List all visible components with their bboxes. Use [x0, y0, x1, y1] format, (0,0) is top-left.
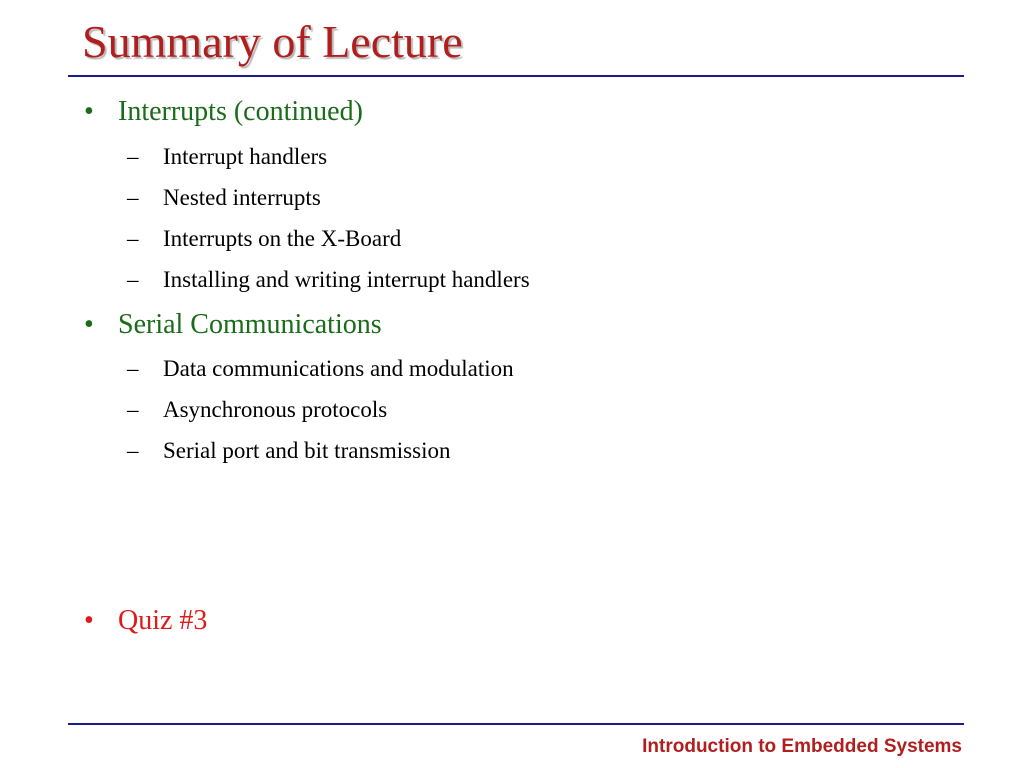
bullet-dot: •	[84, 309, 94, 340]
sub-item-label: Serial port and bit transmission	[163, 438, 451, 463]
sub-dash: –	[127, 267, 139, 292]
footer-course-title: Introduction to Embedded Systems	[642, 736, 962, 757]
bullet-dot: •	[84, 605, 94, 636]
sub-dash: –	[127, 438, 139, 463]
sub-item-label: Interrupt handlers	[163, 144, 328, 169]
sub-dash: –	[127, 144, 139, 169]
bullet-label: Interrupts (continued)	[118, 96, 363, 127]
sub-dash: –	[127, 226, 139, 251]
footer-divider	[68, 723, 964, 725]
bullet-label: Serial Communications	[118, 309, 382, 340]
sub-item-label: Asynchronous protocols	[163, 397, 388, 422]
sub-dash: –	[127, 356, 139, 381]
sub-item-label: Nested interrupts	[163, 185, 321, 210]
sub-item-label: Installing and writing interrupt handlers	[163, 267, 530, 292]
sub-dash: –	[127, 185, 139, 210]
slide-title: Summary of Lecture	[82, 16, 463, 67]
sub-item-label: Interrupts on the X-Board	[163, 226, 402, 251]
sub-dash: –	[127, 397, 139, 422]
title-divider	[68, 75, 964, 77]
bullet-dot: •	[84, 96, 94, 127]
bullet-label: Quiz #3	[118, 605, 208, 636]
sub-item-label: Data communications and modulation	[163, 356, 514, 381]
